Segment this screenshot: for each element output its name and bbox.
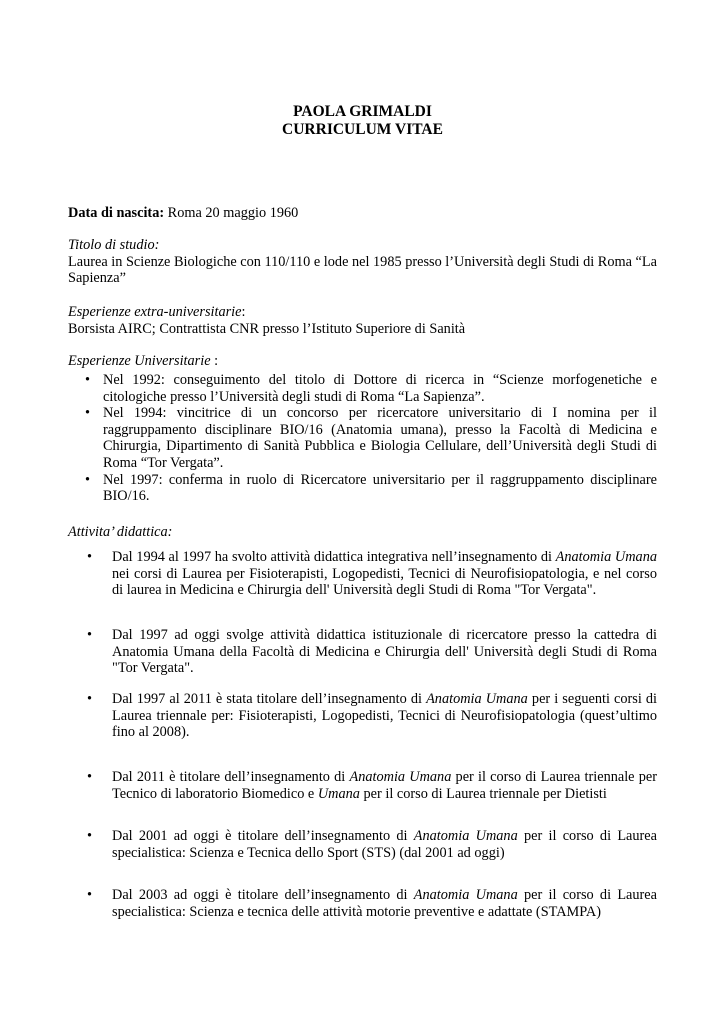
- list-item: • Dal 2003 ad oggi è titolare dell’insegnamento di Anatomia Umana per il corso di Laurea specialistica: Scienza e tecnica delle attività motorie preventive e adattate (STAMPA): [87, 887, 657, 920]
- list-item: • Dal 1997 al 2011 è stata titolare dell’insegnamento di Anatomia Umana per i seguenti corsi di Laurea triennale per: Fisioterapisti, Logopedisti, Tecnici di Neurofisiopatologia (quest’ultimo fino al 2008).: [87, 691, 658, 741]
- list-item: • Dal 1994 al 1997 ha svolto attività didattica integrativa nell’insegnamento di Anatomia Umana nei corsi di Laurea per Fisioterapisti, Logopedisti, Tecnici di Neurofisiopatologia, e nel corso di laurea in Medicina e Chirurgia dell' Università degli Studi di Roma "Tor Vergata".: [87, 549, 657, 599]
- list-item: • Nel 1997: conferma in ruolo di Ricercatore universitario per il raggruppamento disciplinare BIO/16.: [85, 471, 657, 505]
- education-label: Titolo di studio:: [68, 237, 160, 253]
- birth-value: Roma 20 maggio 1960: [164, 205, 299, 221]
- list-item: • Dal 2011 è titolare dell’insegnamento di Anatomia Umana per il corso di Laurea triennale per Tecnico di laboratorio Biomedico e Umana per il corso di Laurea triennale per Dietisti: [87, 769, 657, 802]
- education-text: Laurea in Scienze Biologiche con 110/110 e lode nel 1985 presso l’Università degli Studi di Roma “La Sapienza”: [68, 253, 657, 287]
- list-item: • Nel 1994: vincitrice di un concorso per ricercatore universitario di I nomina per il raggruppamento disciplinare BIO/16 (Anatomia umana), presso la Facoltà di Medicina e Chirurgia, Dipartimento di Sanità Pubblica e Biologia Cellulare, dell’Università degli Studi di Roma “Tor Vergata”.: [85, 405, 657, 471]
- education-section: [68, 237, 658, 287]
- extra-section: [68, 304, 658, 337]
- birth-line: [68, 205, 658, 222]
- list-item: • Dal 2001 ad oggi è titolare dell’insegnamento di Anatomia Umana per il corso di Laurea specialistica: Scienza e Tecnica dello Sport (STS) (dal 2001 ad oggi): [87, 828, 657, 861]
- university-label: Esperienze Universitarie: [68, 353, 211, 369]
- birth-label: Data di nascita:: [68, 205, 165, 221]
- list-item: • Dal 1997 ad oggi svolge attività didattica istituzionale di ricercatore presso la cattedra di Anatomia Umana della Facoltà di Medicina e Chirurgia dell' Università degli Studi di Roma "Tor Vergata".: [87, 627, 657, 677]
- university-label-suffix: :: [210, 353, 219, 369]
- university-list: [85, 372, 657, 505]
- university-section-heading: [68, 353, 658, 370]
- page-title: PAOLA GRIMALDI: [293, 103, 432, 120]
- extra-label: Esperienze extra-universitarie: [68, 304, 242, 320]
- page-subtitle: CURRICULUM VITAE: [282, 121, 443, 138]
- teaching-label: Attivita’ didattica:: [68, 524, 173, 540]
- extra-text: Borsista AIRC; Contrattista CNR presso l’Istituto Superiore di Sanità: [68, 320, 466, 337]
- list-item: • Nel 1992: conseguimento del titolo di Dottore di ricerca in “Scienze morfogenetiche e citologiche presso l’Università degli studi di Roma “La Sapienza”.: [85, 372, 657, 405]
- extra-label-suffix: :: [241, 304, 246, 320]
